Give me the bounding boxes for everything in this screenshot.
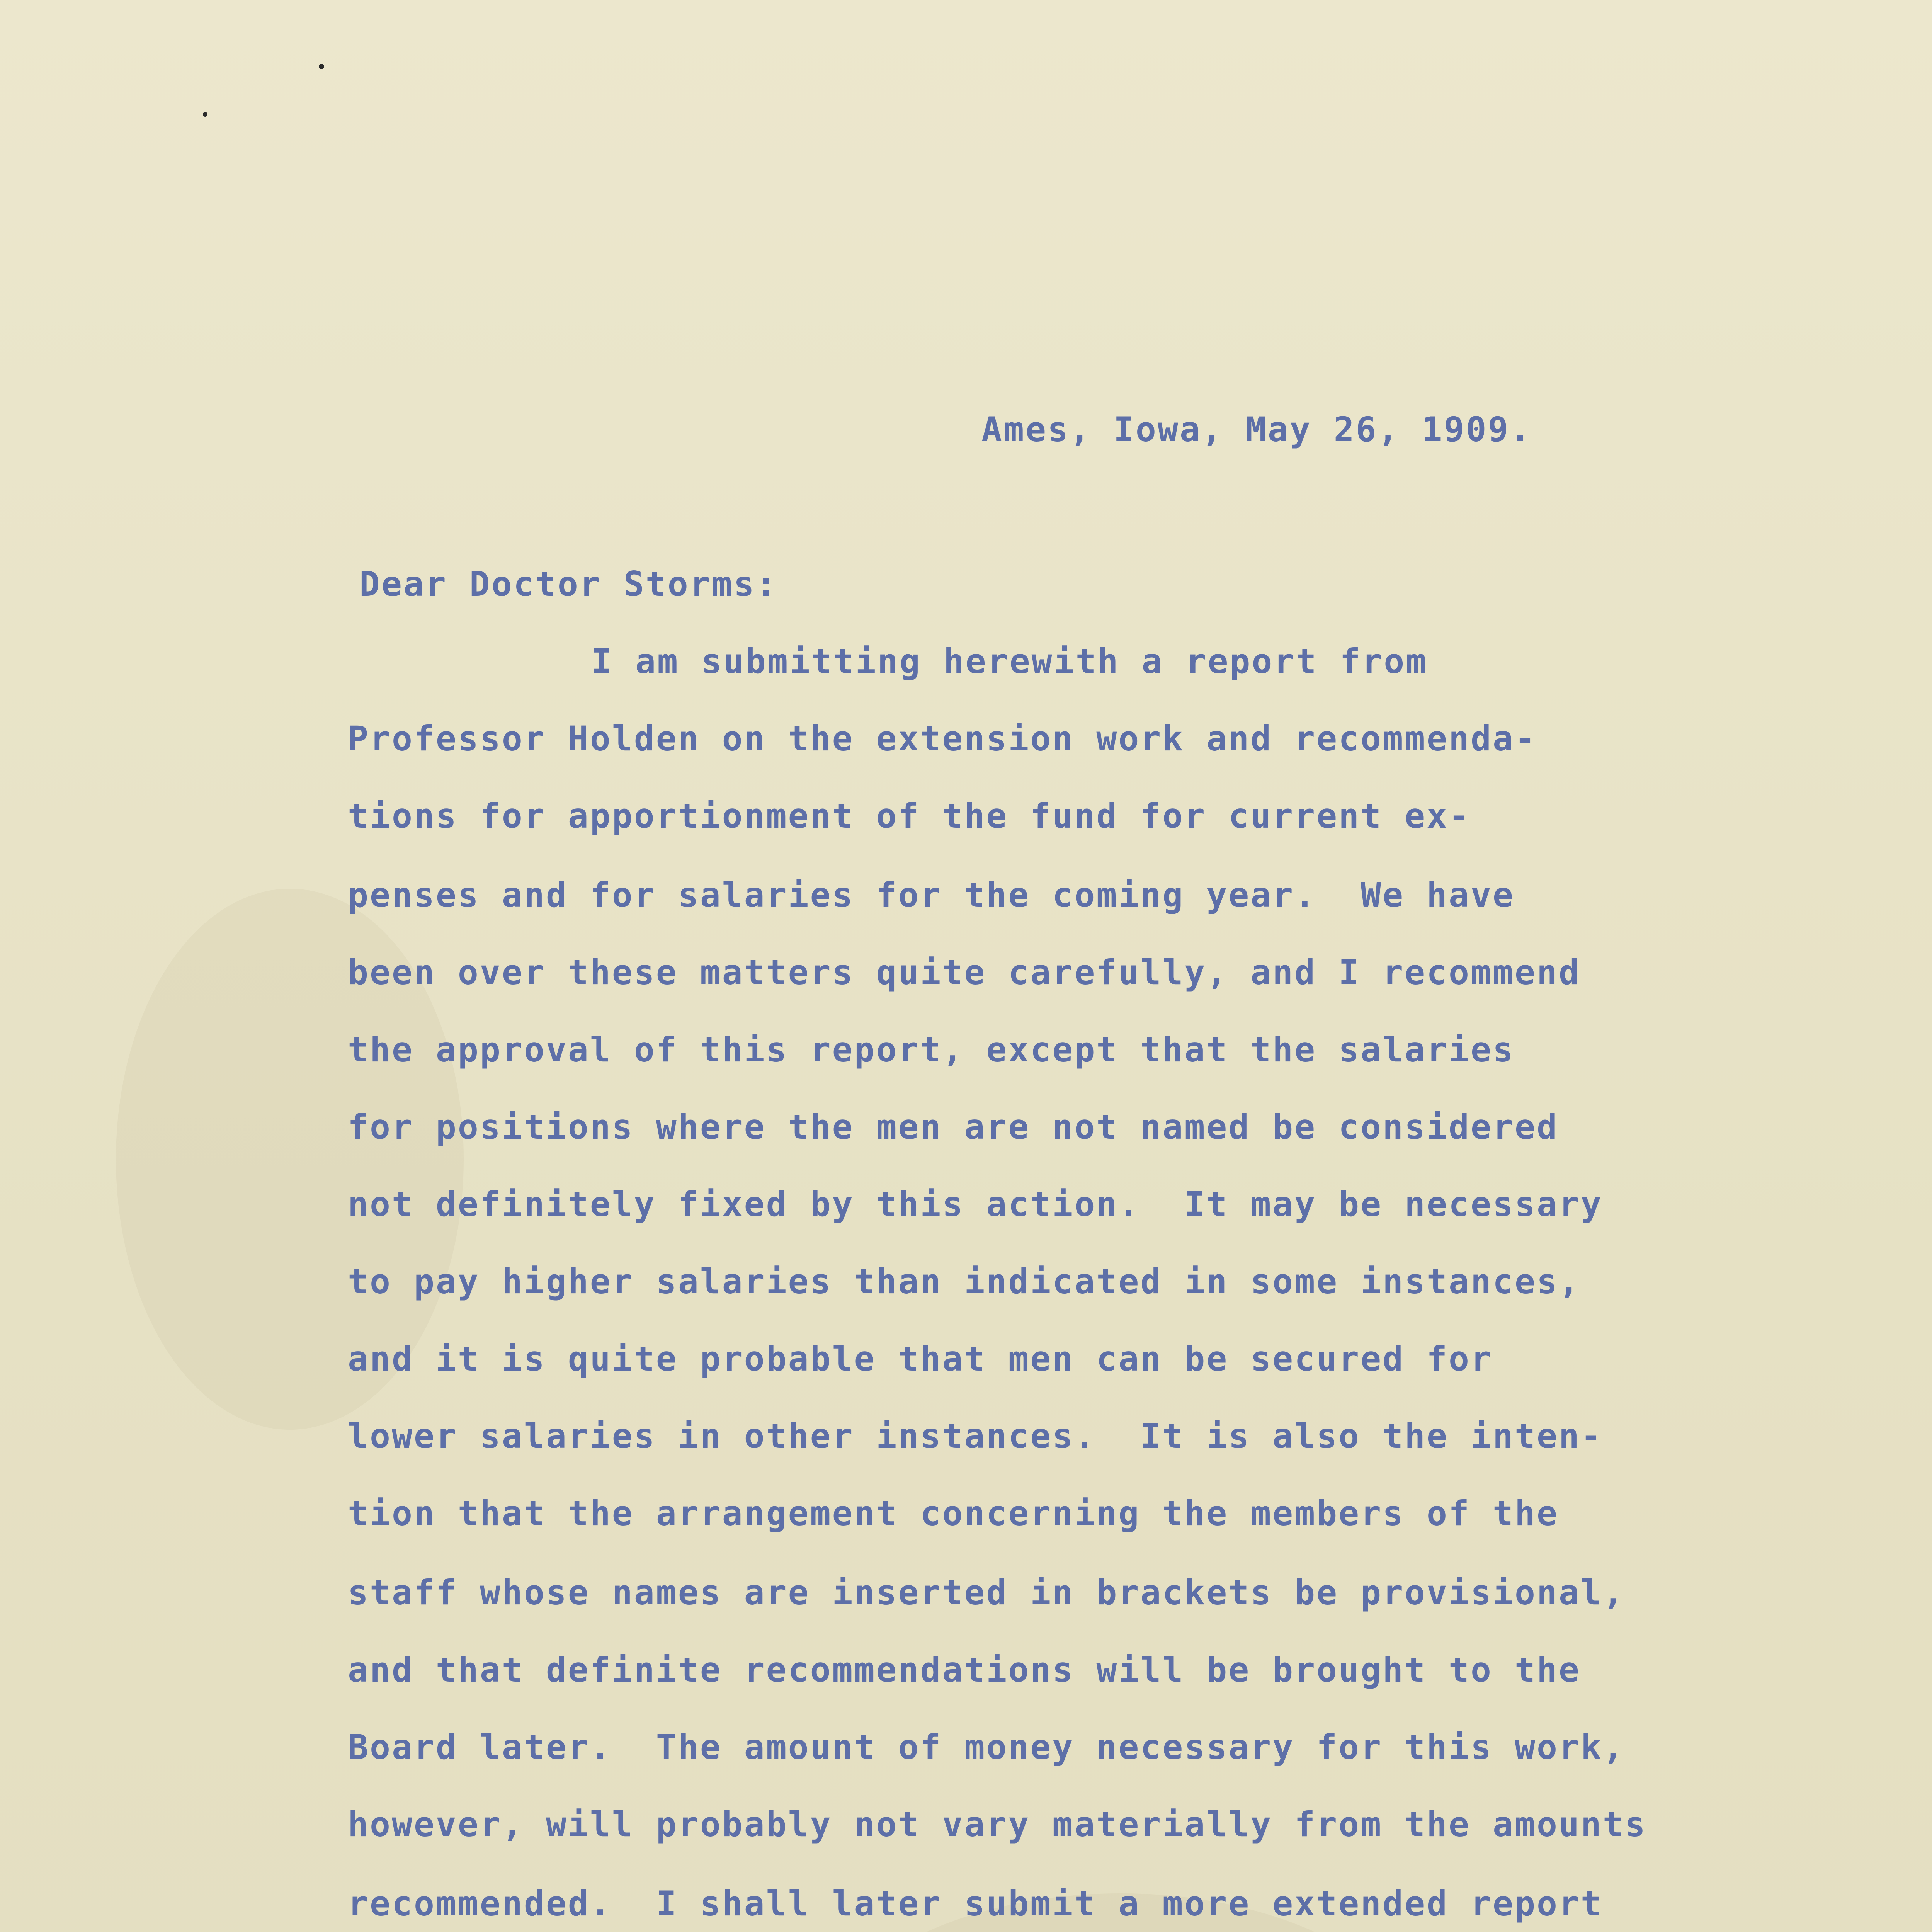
body-line: I am submitting herewith a report from [591, 641, 1428, 681]
body-line: staff whose names are inserted in brackets be provisional, [348, 1573, 1625, 1612]
paper-speck [319, 64, 324, 69]
body-line: not definitely fixed by this action. It may be necessary [348, 1184, 1603, 1224]
body-line: penses and for salaries for the coming year. We have [348, 875, 1515, 915]
paper-speck [203, 112, 207, 117]
dateline: Ames, Iowa, May 26, 1909. [981, 410, 1532, 449]
body-line: for positions where the men are not named be considered [348, 1107, 1559, 1147]
body-line: recommended. I shall later submit a more extended report [348, 1884, 1603, 1923]
body-line: Board later. The amount of money necessary for this work, [348, 1727, 1625, 1767]
body-line: Professor Holden on the extension work and recommenda- [348, 719, 1537, 759]
body-line: and that definite recommendations will be brought to the [348, 1650, 1581, 1690]
body-line: however, will probably not vary materially from the amounts [348, 1804, 1647, 1844]
body-line: tions for apportionment of the fund for current ex- [348, 796, 1471, 836]
body-line: been over these matters quite carefully, and I recommend [348, 952, 1581, 992]
body-line: and it is quite probable that men can be secured for [348, 1339, 1493, 1379]
body-line: tion that the arrangement concerning the members of the [348, 1493, 1559, 1533]
salutation: Dear Doctor Storms: [359, 564, 778, 604]
body-line: lower salaries in other instances. It is also the inten- [348, 1416, 1603, 1456]
body-line: to pay higher salaries than indicated in some instances, [348, 1262, 1581, 1301]
body-line: the approval of this report, except that the salaries [348, 1030, 1515, 1070]
